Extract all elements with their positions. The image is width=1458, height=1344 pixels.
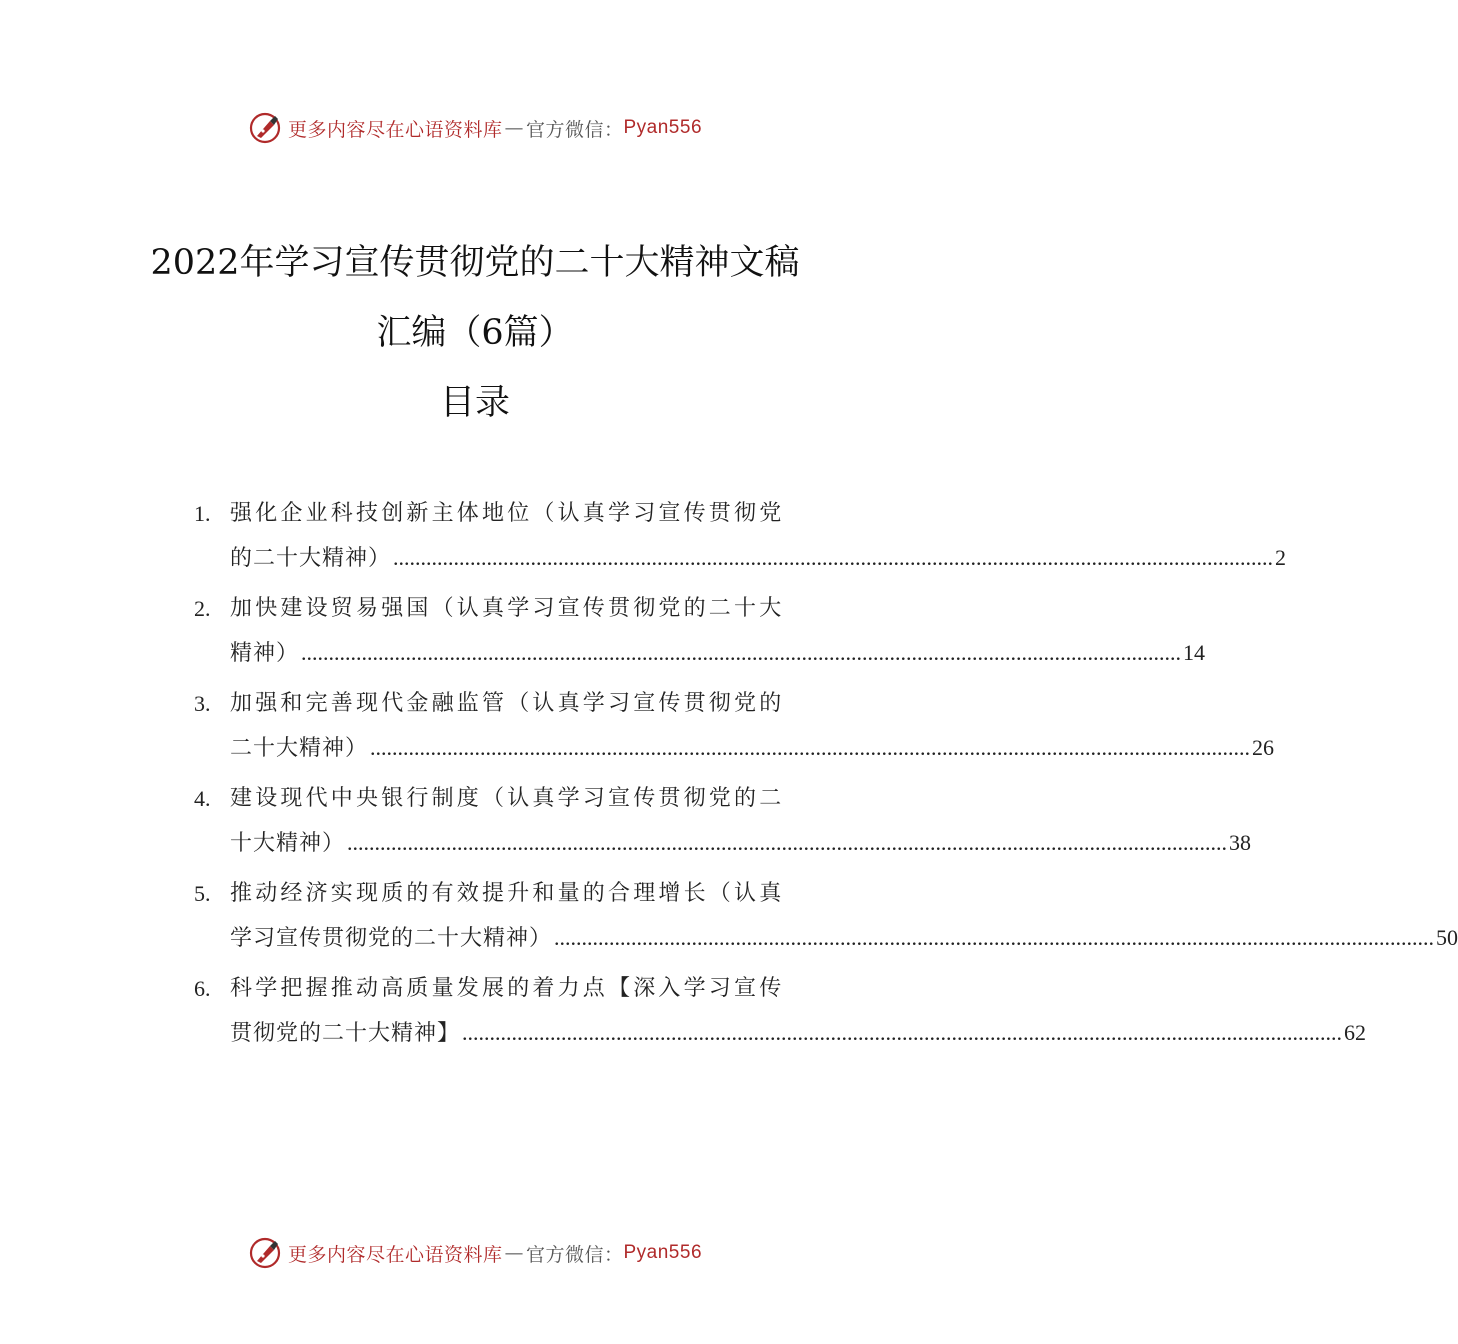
toc-entry-title-line-2: 贯彻党的二十大精神】 (230, 1021, 461, 1046)
toc-entry-2[interactable] (194, 587, 1206, 676)
table-of-contents (194, 492, 1458, 1062)
banner-text: 更多内容尽在心语资料库 (287, 1243, 503, 1266)
toc-entry-1[interactable] (194, 492, 1287, 581)
toc-entry-6[interactable] (194, 967, 1367, 1056)
toc-entry-title-line-2: 的二十大精神） (230, 546, 392, 571)
pen-nib-logo-icon (248, 1236, 282, 1270)
banner-wechat-handle: Pyan556 (623, 117, 703, 138)
banner-separator: — (504, 117, 524, 139)
toc-entry-page-number: 2 (1275, 545, 1287, 570)
toc-dot-leader: ................................................................................................................................................................ (301, 640, 1182, 665)
toc-entry-title-line-2: 十大精神） (230, 831, 346, 856)
toc-entry-title-line-1: 建设现代中央银行制度（认真学习宣传贯彻党的二 (230, 786, 785, 811)
toc-dot-leader: ................................................................................................................................................................ (347, 830, 1228, 855)
toc-entry-title-line-1: 强化企业科技创新主体地位（认真学习宣传贯彻党 (230, 501, 785, 526)
banner-wechat-label: 官方微信： (525, 118, 624, 141)
toc-entry-number: 6. (194, 976, 211, 1001)
toc-entry-page-number: 38 (1229, 830, 1252, 855)
toc-dot-leader: ................................................................................................................................................................ (462, 1020, 1343, 1045)
toc-entry-3[interactable] (194, 682, 1275, 771)
toc-entry-number: 3. (194, 691, 211, 716)
toc-entry-number: 5. (194, 881, 211, 906)
toc-dot-leader: ................................................................................................................................................................ (370, 735, 1251, 760)
toc-entry-number: 1. (194, 501, 211, 526)
toc-entry-title-line-1: 推动经济实现质的有效提升和量的合理增长（认真 (230, 881, 785, 906)
toc-dot-leader: ................................................................................................................................................................ (554, 925, 1435, 950)
header-watermark-banner (0, 108, 950, 148)
banner-separator: — (504, 1242, 524, 1264)
toc-entry-number: 4. (194, 786, 211, 811)
toc-entry-title-line-2: 二十大精神） (230, 736, 369, 761)
toc-entry-title-line-1: 加快建设贸易强国（认真学习宣传贯彻党的二十大 (230, 596, 785, 621)
document-title-line-1: 2022年学习宣传贯彻党的二十大精神文稿 (150, 243, 800, 283)
banner-text: 更多内容尽在心语资料库 (287, 118, 503, 141)
toc-entry-number: 2. (194, 596, 211, 621)
toc-entry-page-number: 26 (1252, 735, 1275, 760)
toc-entry-4[interactable] (194, 777, 1252, 866)
toc-entry-page-number: 14 (1183, 640, 1206, 665)
toc-dot-leader: ................................................................................................................................................................ (393, 545, 1274, 570)
footer-watermark-banner (0, 1233, 950, 1273)
toc-entry-title-line-2: 学习宣传贯彻党的二十大精神） (230, 926, 553, 951)
toc-heading: 目录 (439, 383, 510, 423)
toc-entry-title-line-1: 加强和完善现代金融监管（认真学习宣传贯彻党的 (230, 691, 785, 716)
banner-wechat-label: 官方微信： (525, 1243, 624, 1266)
toc-entry-page-number: 62 (1344, 1020, 1367, 1045)
pen-nib-logo-icon (248, 111, 282, 145)
toc-entry-title-line-1: 科学把握推动高质量发展的着力点【深入学习宣传 (230, 976, 785, 1001)
document-title-line-2: 汇编（6篇） (376, 313, 574, 353)
toc-entry-page-number: 50 (1436, 925, 1458, 950)
toc-entry-5[interactable] (194, 872, 1458, 961)
banner-wechat-handle: Pyan556 (623, 1242, 703, 1263)
toc-entry-title-line-2: 精神） (230, 641, 300, 666)
